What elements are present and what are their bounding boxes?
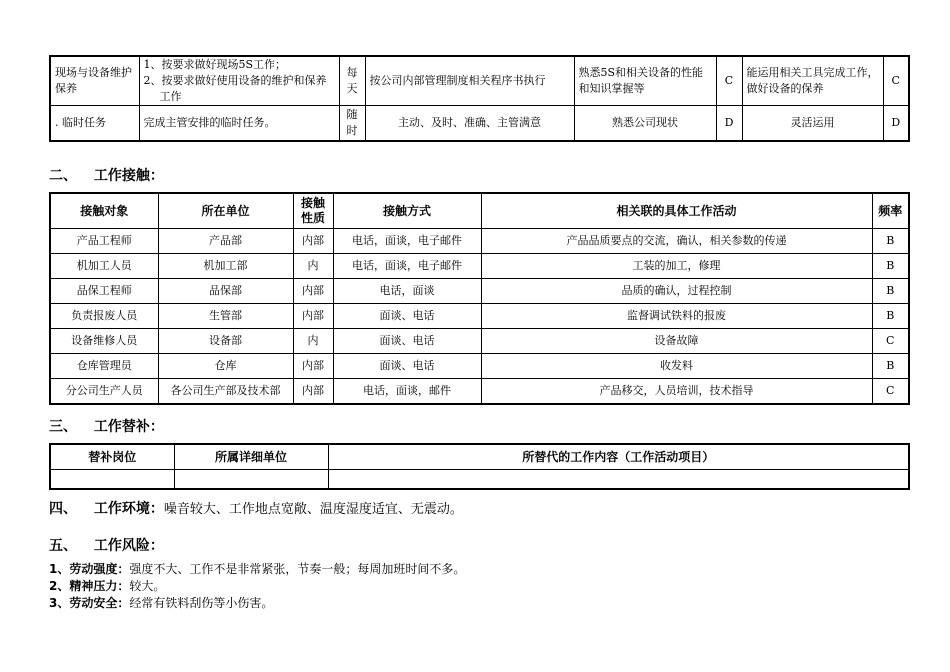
contact-frequency: C (872, 379, 909, 405)
duty-skill-level: C (883, 56, 909, 106)
duty-skill: 能运用相关工具完成工作，做好设备的保养 (742, 56, 883, 106)
table-row (50, 229, 909, 254)
contact-target: 产品工程师 (50, 229, 158, 254)
contact-frequency: B (872, 229, 909, 254)
duty-tasks (139, 56, 339, 106)
risk-label: 1、劳动强度： (49, 562, 130, 576)
section-heading-contact (49, 167, 164, 185)
contact-nature: 内 (293, 329, 333, 354)
duty-item: . 临时任务 (50, 106, 139, 142)
column-header: 所属详细单位 (174, 444, 328, 470)
contact-nature: 内部 (293, 379, 333, 405)
duty-task-line: 1、按要求做好现场5S工作； (143, 58, 287, 71)
contact-method: 电话，面谈，电子邮件 (333, 254, 481, 279)
risk-label: 3、劳动安全： (49, 596, 130, 610)
duty-frequency: 随时 (339, 106, 365, 142)
table-row (50, 354, 909, 379)
substitute-post-cell (50, 470, 174, 490)
contact-target: 设备维修人员 (50, 329, 158, 354)
environment-text: 噪音较大、工作地点宽敞、温度湿度适宜、无震动。 (163, 502, 463, 517)
substitute-table (49, 443, 910, 490)
contact-unit: 仓库 (158, 354, 293, 379)
contact-frequency: B (872, 254, 909, 279)
contact-frequency: B (872, 279, 909, 304)
contact-nature: 内部 (293, 229, 333, 254)
contact-target: 仓库管理员 (50, 354, 158, 379)
column-header: 接触对象 (50, 193, 158, 229)
contact-activity: 工装的加工，修理 (481, 254, 872, 279)
section-heading-risk (49, 537, 164, 555)
section-number: 五、 (49, 538, 77, 554)
section-title: 工作风险： (93, 538, 164, 554)
contact-frequency: B (872, 304, 909, 329)
contact-unit: 产品部 (158, 229, 293, 254)
table-header-row (50, 193, 909, 229)
section-heading-environment (49, 500, 463, 519)
risk-line (49, 595, 273, 612)
contact-activity: 产品移交，人员培训，技术指导 (481, 379, 872, 405)
contact-method: 电话，面谈，邮件 (333, 379, 481, 405)
contact-method: 电话，面谈 (333, 279, 481, 304)
section-number: 三、 (49, 419, 77, 435)
contact-method: 面谈、电话 (333, 329, 481, 354)
duty-skill-level: D (883, 106, 909, 142)
contact-target: 品保工程师 (50, 279, 158, 304)
contact-method: 面谈、电话 (333, 354, 481, 379)
risk-line (49, 561, 465, 578)
duty-tasks (139, 106, 339, 142)
contact-activity: 监督调试铁料的报废 (481, 304, 872, 329)
contact-nature: 内部 (293, 304, 333, 329)
substitute-unit-cell (174, 470, 328, 490)
contact-activity: 设备故障 (481, 329, 872, 354)
contact-nature: 内部 (293, 279, 333, 304)
risk-text: 经常有铁料刮伤等小伤害。 (129, 596, 274, 610)
section-title: 工作替补： (93, 419, 164, 435)
section-heading-substitute (49, 418, 164, 436)
contact-unit: 机加工部 (158, 254, 293, 279)
duties-table (49, 55, 910, 142)
table-row (50, 304, 909, 329)
contact-nature: 内部 (293, 354, 333, 379)
column-header: 频率 (872, 193, 909, 229)
duty-frequency: 每天 (339, 56, 365, 106)
contact-activity: 收发料 (481, 354, 872, 379)
contact-activity: 产品品质要点的交流，确认，相关参数的传递 (481, 229, 872, 254)
risk-line (49, 578, 165, 595)
duty-item: 现场与设备维护保养 (50, 56, 139, 106)
column-header: 接触性质 (293, 193, 333, 229)
duty-skill: 灵活运用 (742, 106, 883, 142)
contact-unit: 品保部 (158, 279, 293, 304)
duty-row (50, 56, 909, 106)
contact-unit: 生管部 (158, 304, 293, 329)
section-number: 二、 (49, 168, 77, 184)
contact-target: 分公司生产人员 (50, 379, 158, 405)
column-header: 相关联的具体工作活动 (481, 193, 872, 229)
risk-text: 较大。 (129, 579, 166, 593)
duty-task-line: 2、按要求做好使用设备的维护和保养工作 (143, 74, 327, 103)
substitute-content-cell (328, 470, 909, 490)
table-row (50, 379, 909, 405)
section-title: 工作接触： (93, 168, 164, 184)
contacts-table (49, 192, 910, 405)
duty-standard: 主动、及时、准确、主管满意 (365, 106, 574, 142)
column-header: 替补岗位 (50, 444, 174, 470)
duty-standard: 按公司内部管理制度相关程序书执行 (365, 56, 574, 106)
contact-unit: 各公司生产部及技术部 (158, 379, 293, 405)
contact-frequency: B (872, 354, 909, 379)
duty-knowledge-level: D (716, 106, 742, 142)
column-header: 接触方式 (333, 193, 481, 229)
contact-frequency: C (872, 329, 909, 354)
contact-target: 负责报废人员 (50, 304, 158, 329)
risk-text: 强度不大、工作不是非常紧张，节奏一般；每周加班时间不多。 (129, 562, 466, 576)
duty-row (50, 106, 909, 142)
table-row (50, 470, 909, 490)
table-header-row (50, 444, 909, 470)
table-row (50, 279, 909, 304)
risk-label: 2、精神压力： (49, 579, 130, 593)
duty-knowledge: 熟悉公司现状 (574, 106, 716, 142)
contact-method: 面谈、电话 (333, 304, 481, 329)
contact-unit: 设备部 (158, 329, 293, 354)
contact-method: 电话，面谈，电子邮件 (333, 229, 481, 254)
section-number: 四、 (49, 501, 77, 517)
table-row (50, 329, 909, 354)
duty-task-line: 完成主管安排的临时任务。 (143, 116, 276, 129)
table-row (50, 254, 909, 279)
duty-knowledge-level: C (716, 56, 742, 106)
contact-target: 机加工人员 (50, 254, 158, 279)
section-title: 工作环境： (93, 501, 164, 517)
contact-activity: 品质的确认，过程控制 (481, 279, 872, 304)
contact-nature: 内 (293, 254, 333, 279)
column-header: 所替代的工作内容（工作活动项目） (328, 444, 909, 470)
column-header: 所在单位 (158, 193, 293, 229)
duty-knowledge: 熟悉5S和相关设备的性能和知识掌握等 (574, 56, 716, 106)
